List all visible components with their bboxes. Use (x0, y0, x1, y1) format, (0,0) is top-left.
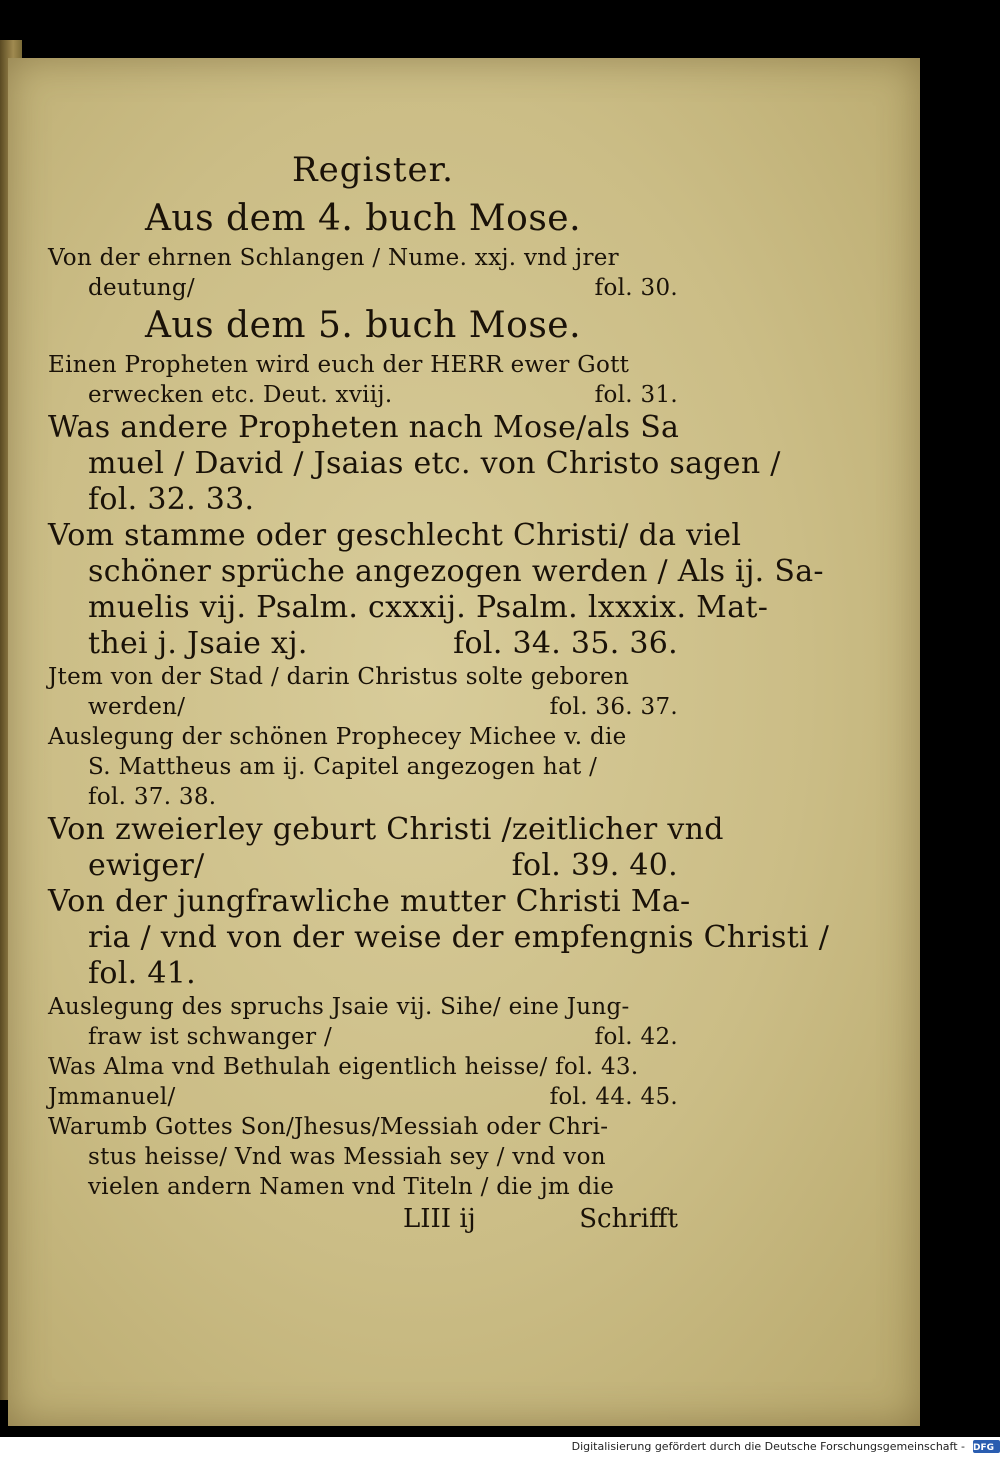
entry-line (48, 956, 678, 992)
dfg-logo: DFG (973, 1440, 1000, 1453)
entry-line (48, 380, 678, 410)
entry-line-text: stus heisse/ Vnd was Messiah sey / vnd von (88, 1144, 606, 1170)
register-entry (48, 350, 678, 410)
entry-line-text: Was Alma vnd Bethulah eigentlich heisse/ fol. 43. (48, 1054, 639, 1080)
entry-line (48, 722, 678, 752)
register-entry (48, 812, 724, 884)
footer-credit: Digitalisierung gefördert durch die Deutsche Forschungsgemeinschaft - (571, 1440, 965, 1453)
section-heading: Aus dem 4. buch Mose. (144, 198, 582, 239)
entry-line-text: ria / vnd von der weise der empfengnis Christi / (88, 920, 830, 955)
entry-line-text: fol. 32. 33. (88, 482, 255, 517)
entry-line-text: deutung/ (88, 275, 195, 301)
entry-line (48, 920, 830, 956)
entry-line (48, 1112, 678, 1142)
entry-line (48, 482, 678, 518)
entry-line-text: fraw ist schwanger / (88, 1024, 333, 1050)
entry-line-text: vielen andern Namen vnd Titeln / die jm die (88, 1174, 615, 1200)
entry-line-text: Warumb Gottes Son/Jhesus/Messiah oder Chri- (48, 1114, 609, 1140)
register-entry (48, 1052, 678, 1082)
entry-line-text: Jtem von der Stad / darin Christus solte geboren (48, 664, 630, 690)
folio-reference: fol. 42. (594, 1024, 678, 1050)
folio-reference: fol. 31. (594, 382, 678, 408)
folio-reference: fol. 36. 37. (549, 694, 678, 720)
folio-reference: fol. 44. 45. (549, 1084, 678, 1110)
entry-line-text: Was andere Propheten nach Mose/als Sa (48, 410, 680, 445)
entry-line (48, 626, 678, 662)
register-entry (48, 1082, 678, 1112)
entry-line (48, 1052, 678, 1082)
entry-line-text: werden/ (88, 694, 186, 720)
entry-line-text: Auslegung des spruchs Jsaie vij. Sihe/ eine Jung- (48, 994, 630, 1020)
entry-line (48, 1142, 678, 1172)
signature-mark: LIII ij (403, 1204, 476, 1234)
entry-line-text: Jmmanuel/ (48, 1084, 176, 1110)
entry-line-text: Einen Propheten wird euch der HERR ewer Gott (48, 352, 630, 378)
entry-line (48, 848, 678, 884)
entry-line-text: muel / David / Jsaias etc. von Christo sagen / (88, 446, 781, 481)
entry-line-text: S. Mattheus am ij. Capitel angezogen hat / (88, 754, 598, 780)
entry-line (48, 812, 724, 848)
entry-line (48, 590, 769, 626)
footer-bar (0, 1437, 1000, 1457)
entry-line-text: Vom stamme oder geschlecht Christi/ da viel (48, 518, 742, 553)
folio-reference: fol. 34. 35. 36. (453, 626, 678, 661)
entry-line (48, 662, 678, 692)
entry-line (48, 243, 678, 273)
register-entry (48, 410, 781, 518)
entry-line-text: schöner sprüche angezogen werden / Als ij. Sa- (88, 554, 824, 589)
folio-reference: fol. 30. (594, 275, 678, 301)
register-entry (48, 518, 824, 662)
register-entry (48, 662, 678, 722)
section-heading: Aus dem 5. buch Mose. (144, 305, 582, 346)
entry-line (48, 518, 742, 554)
entry-line-text: Von zweierley geburt Christi /zeitlicher vnd (48, 812, 724, 847)
register-entry (48, 884, 830, 992)
entry-line-text: Auslegung der schönen Prophecey Michee v. die (48, 724, 627, 750)
entry-line (48, 1082, 678, 1112)
register-sections (48, 198, 830, 1202)
entry-line-text: fol. 37. 38. (88, 784, 217, 810)
entry-line-text: thei j. Jsaie xj. (88, 626, 308, 661)
catchline (48, 1204, 678, 1238)
page-text-block (48, 150, 830, 1238)
running-head: Register. (292, 150, 454, 190)
register-entry (48, 1112, 678, 1202)
entry-line-text: ewiger/ (88, 848, 205, 883)
entry-line (48, 992, 678, 1022)
entry-line (48, 273, 678, 303)
entry-line (48, 410, 678, 446)
entry-line-text: fol. 41. (88, 956, 196, 991)
entry-line (48, 782, 678, 812)
register-entry (48, 992, 678, 1052)
entry-line (48, 1022, 678, 1052)
register-entry (48, 243, 678, 303)
catchword: Schrifft (579, 1204, 678, 1234)
entry-line (48, 1172, 678, 1202)
entry-line-text: Von der jungfrawliche mutter Christi Ma- (48, 884, 691, 919)
register-entry (48, 722, 678, 812)
folio-reference: fol. 39. 40. (511, 848, 678, 883)
entry-line (48, 692, 678, 722)
entry-line (48, 350, 678, 380)
entry-line-text: muelis vij. Psalm. cxxxij. Psalm. lxxxix. Mat- (88, 590, 769, 625)
entry-line (48, 752, 678, 782)
entry-line (48, 884, 691, 920)
entry-line (48, 446, 781, 482)
entry-line-text: erwecken etc. Deut. xviij. (88, 382, 393, 408)
entry-line-text: Von der ehrnen Schlangen / Nume. xxj. vnd jrer (48, 245, 619, 271)
entry-line (48, 554, 824, 590)
